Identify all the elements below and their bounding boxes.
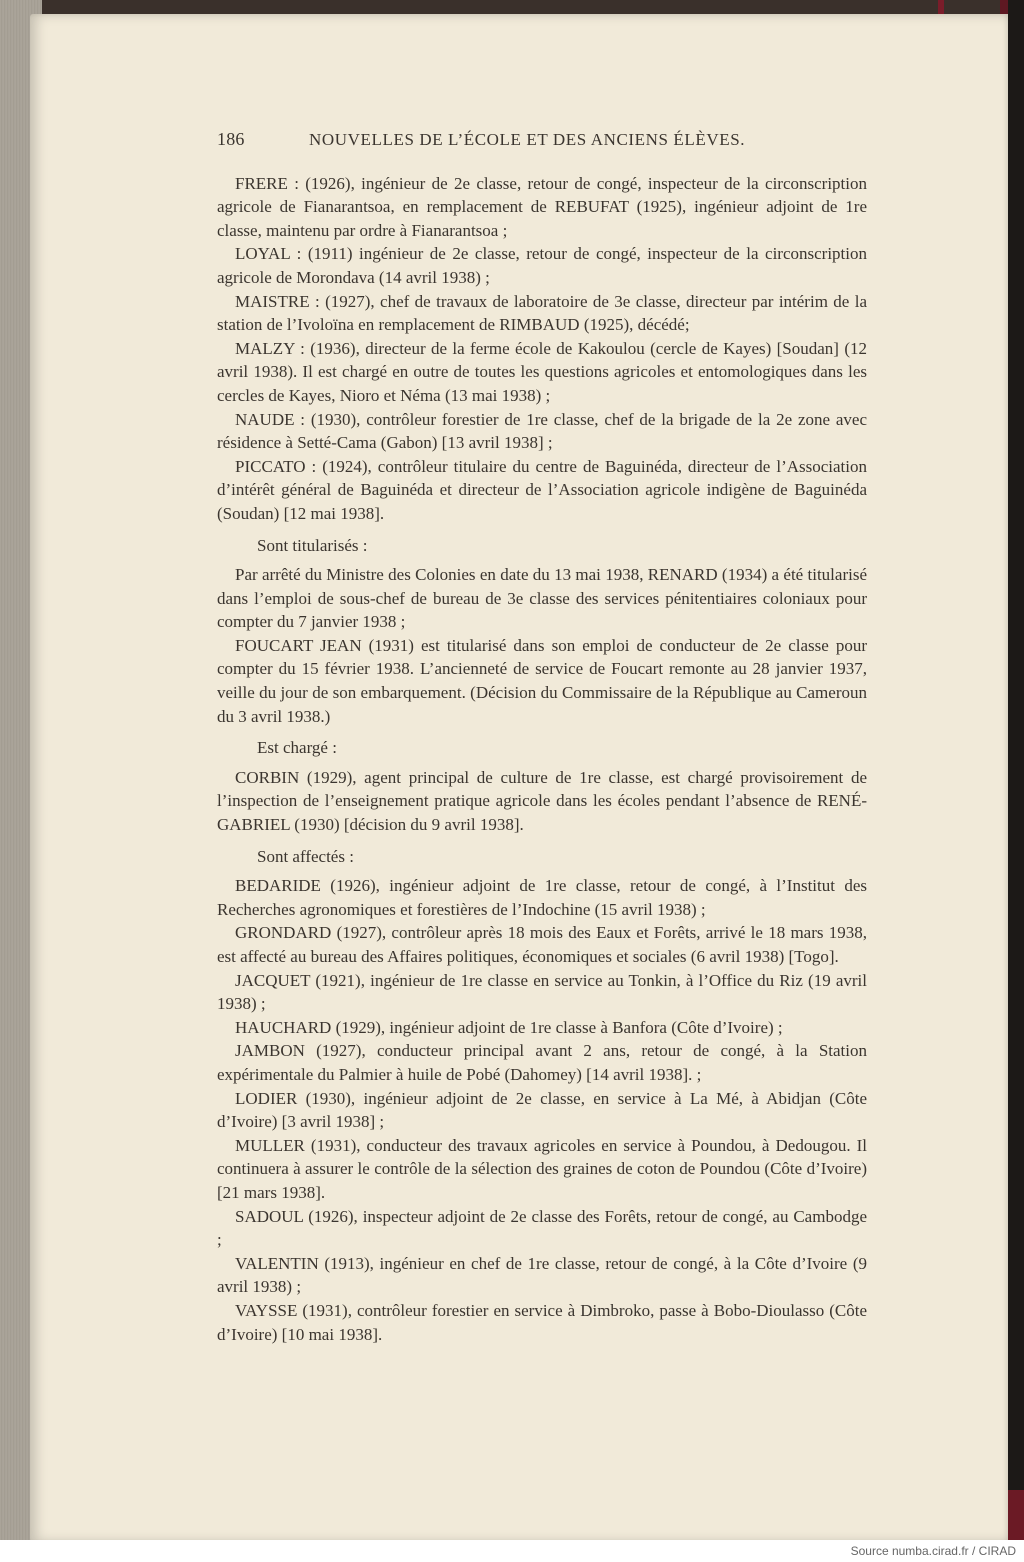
paragraph: NAUDE : (1930), contrôleur forestier de 1re classe, chef de la brigade de la 2e zone avec résidence à Setté-Cama (Gabon) [13 avril 1938] ; — [217, 409, 867, 453]
paragraph: VALENTIN (1913), ingénieur en chef de 1re classe, retour de congé, à la Côte d’Ivoire (9 avril 1938) ; — [217, 1253, 867, 1297]
running-title: NOUVELLES DE L’ÉCOLE ET DES ANCIENS ÉLÈVES. — [309, 130, 746, 149]
section-heading: Est chargé : — [257, 738, 337, 758]
page-number: 186 — [217, 129, 245, 149]
page-content — [217, 128, 867, 1346]
paragraph: JAMBON (1927), conducteur principal avant 2 ans, retour de congé, à la Station expérimentale du Palmier à huile de Pobé (Dahomey) [14 avril 1938]. ; — [217, 1041, 867, 1084]
paragraph: LODIER (1930), ingénieur adjoint de 2e classe, en service à La Mé, à Abidjan (Côte d’Ivoire) [3 avril 1938] ; — [217, 1088, 867, 1132]
section-heading: Sont affectés : — [257, 846, 354, 866]
paragraph: LOYAL : (1911) ingénieur de 2e classe, retour de congé, inspecteur de la circonscription agricole de Morondava (14 avril 1938) ; — [217, 244, 867, 287]
paragraph: PICCATO : (1924), contrôleur titulaire du centre de Baguinéda, directeur de l’Association d’intérêt général de Baguinéda et directeur de l’Association agricole indigène de Baguinéda (Soudan) [12 mai 1938]. — [217, 456, 867, 523]
paragraph: BEDARIDE (1926), ingénieur adjoint de 1re classe, retour de congé, à l’Institut des Recherches agronomiques et forestières de l’Indochine (15 avril 1938) ; — [217, 876, 867, 919]
section-heading: Sont titularisés : — [257, 535, 368, 555]
paragraph: MAISTRE : (1927), chef de travaux de laboratoire de 3e classe, directeur par intérim de la station de l’Ivoloïna en remplacement de RIMBAUD (1925), décédé; — [217, 291, 867, 335]
paragraph: GRONDARD (1927), contrôleur après 18 mois des Eaux et Forêts, arrivé le 18 mars 1938, est affecté au bureau des Affaires politiques, économiques et sociales (6 avril 1938) [Togo]. — [217, 923, 867, 966]
paragraph: FRERE : (1926), ingénieur de 2e classe, retour de congé, inspecteur de la circonscription agricole de Fianarantsoa, en remplacement de REBUFAT (1925), ingénieur adjoint de 1re classe, maintenu par ordre à Fianarantsoa ; — [217, 173, 867, 240]
bookmark-ribbon — [938, 0, 944, 14]
paragraph: Par arrêté du Ministre des Colonies en date du 13 mai 1938, RENARD (1934) a été titularisé dans l’emploi de sous-chef de bureau de 3e classe des services pénitentiaires coloniaux pour compter du 7 janvier 1938 ; — [217, 565, 867, 632]
book-spine — [1008, 0, 1024, 1540]
paragraph: MULLER (1931), conducteur des travaux agricoles en service à Poundou, à Dedougou. Il continuera à assurer le contrôle de la sélection des graines de coton de Poundou (Côte d’Ivoire) [21 mars 1938]. — [217, 1135, 867, 1202]
paragraph: SADOUL (1926), inspecteur adjoint de 2e classe des Forêts, retour de congé, au Cambodge ; — [217, 1206, 867, 1250]
paragraph: JACQUET (1921), ingénieur de 1re classe en service au Tonkin, à l’Office du Riz (19 avril 1938) ; — [217, 970, 867, 1014]
paragraph: VAYSSE (1931), contrôleur forestier en service à Dimbroko, passe à Bobo-Dioulasso (Côte d’Ivoire) [10 mai 1938]. — [217, 1300, 867, 1344]
paragraph: CORBIN (1929), agent principal de culture de 1re classe, est chargé provisoirement de l’inspection de l’enseignement pratique agricole dans les écoles pendant l’absence de RENÉ-GABRIEL (1930) [décision du 9 avril 1938]. — [217, 767, 867, 835]
paragraph: MALZY : (1936), directeur de la ferme école de Kakoulou (cercle de Kayes) [Soudan] (12 avril 1938). Il est chargé en outre de toutes les questions agricoles et entomologiques dans les cercles de Kayes, Nioro et Néma (13 mai 1938) ; — [217, 338, 867, 405]
paragraph: HAUCHARD (1929), ingénieur adjoint de 1re classe à Banfora (Côte d’Ivoire) ; — [235, 1017, 783, 1037]
paragraph: FOUCART JEAN (1931) est titularisé dans son emploi de conducteur de 2e classe pour compter du 15 février 1938. L’ancienneté de service de Foucart remonte au 28 janvier 1937, veille du jour de son embarquement. (Décision du Commissaire de la République au Cameroun du 3 avril 1938.) — [217, 635, 867, 726]
source-credit: Source numba.cirad.fr / CIRAD — [0, 1540, 1024, 1562]
running-head — [217, 128, 867, 152]
body-text — [217, 172, 867, 1347]
